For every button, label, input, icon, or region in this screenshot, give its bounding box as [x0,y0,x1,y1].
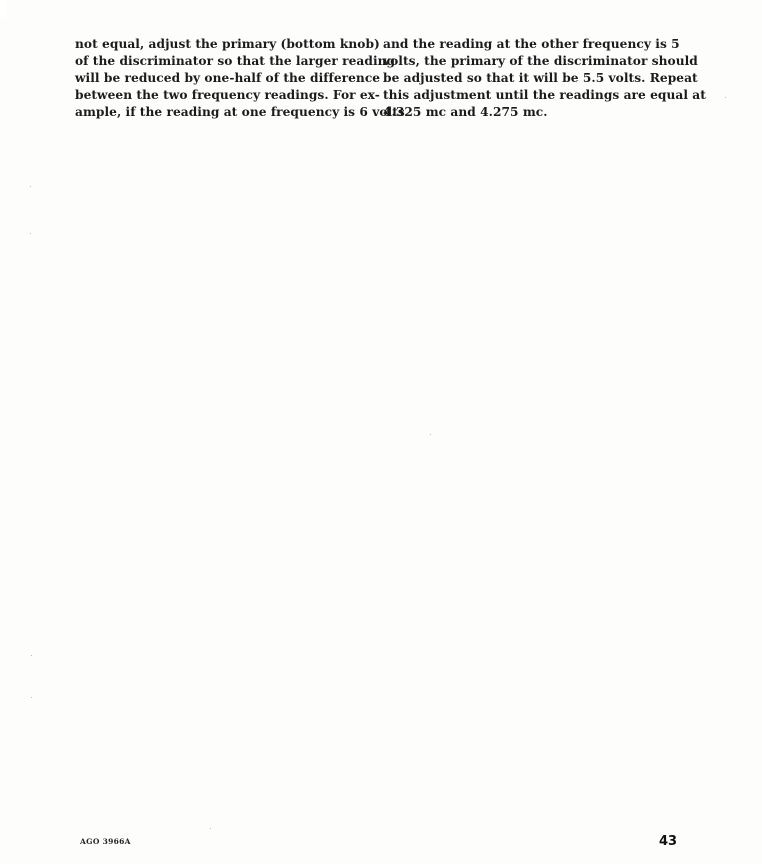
page-number: 43 [659,834,678,849]
corner-mark [0,0,6,18]
left-line-3: will be reduced by one-half of the difference [75,71,381,85]
right-line-5: 4.325 mc and 4.275 mc. [383,105,548,119]
right-line-2: volts, the primary of the discriminator should [383,54,698,68]
scan-speck [30,186,31,187]
scan-speck [210,828,211,829]
right-line-4: this adjustment until the readings are equal at [383,88,706,102]
scan-speck [31,655,32,656]
document-code: AGO 3966A [80,837,131,846]
scan-speck [725,97,726,98]
scan-speck [430,434,431,435]
right-line-1: and the reading at the other frequency is 5 [383,37,680,51]
left-line-1: not equal, adjust the primary (bottom knob) [75,37,380,51]
right-text-column [383,36,706,121]
right-line-3: be adjusted so that it will be 5.5 volts. Repeat [383,71,698,85]
scan-speck [30,233,31,234]
left-line-4: between the two frequency readings. For ex- [75,88,380,102]
left-text-column [75,36,405,121]
left-line-5: ample, if the reading at one frequency is 6 volts [75,105,405,119]
left-line-2: of the discriminator so that the larger reading [75,54,396,68]
scan-speck [31,697,32,698]
